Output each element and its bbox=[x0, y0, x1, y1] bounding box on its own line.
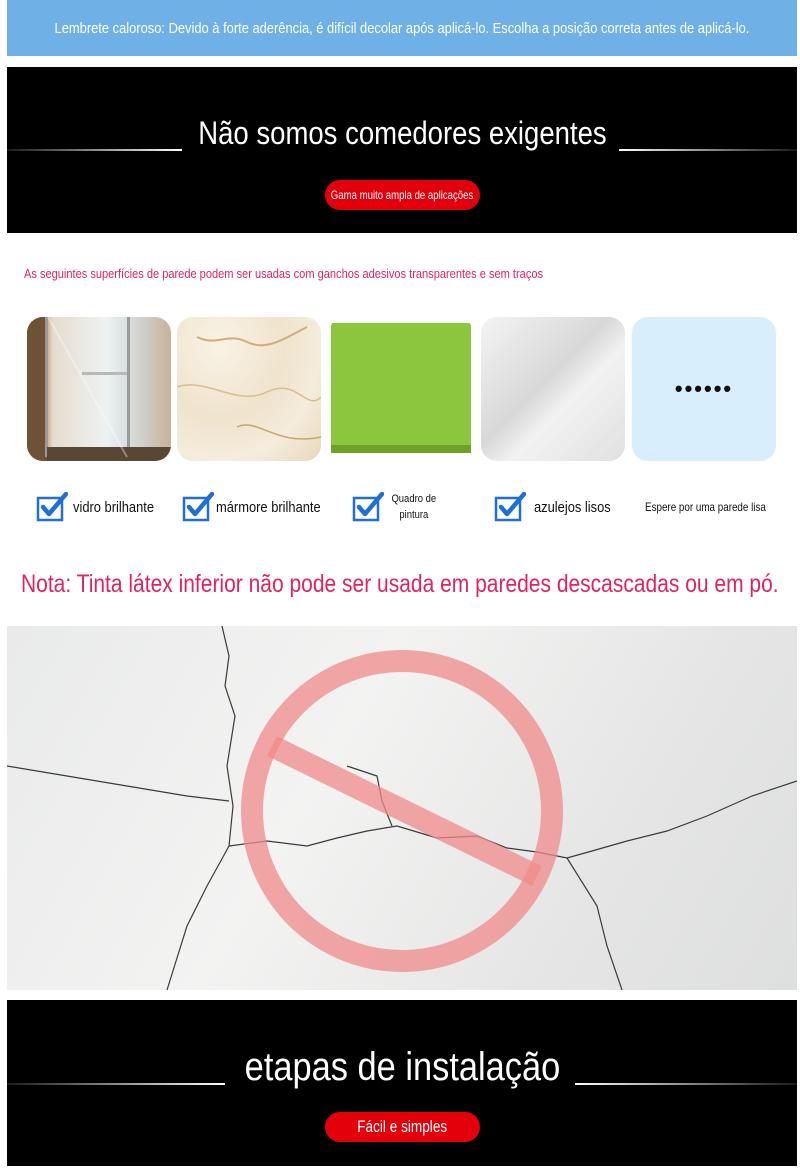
section-title: Não somos comedores exigentes bbox=[197, 115, 607, 151]
checkmark-icon bbox=[494, 492, 526, 522]
section-title: etapas de instalação bbox=[244, 1045, 560, 1089]
check-label: Espere por uma parede lisa bbox=[645, 500, 766, 514]
warning-note: Nota: Tinta látex inferior não pode ser usada em paredes descascadas ou em pó. bbox=[21, 570, 779, 598]
check-item-tiles bbox=[494, 491, 623, 523]
section-header-installation bbox=[7, 1000, 797, 1166]
section-header-applications bbox=[7, 67, 797, 233]
more-surfaces-tile: •••••• bbox=[632, 317, 776, 461]
checkmark-icon bbox=[182, 492, 214, 522]
check-label: mármore brilhante bbox=[216, 498, 321, 516]
check-item-painting-board bbox=[352, 491, 448, 523]
white-tile-image bbox=[481, 317, 625, 461]
check-item-marble bbox=[182, 491, 338, 523]
check-label: azulejos lisos bbox=[534, 498, 611, 516]
glass-shower-image bbox=[27, 317, 171, 461]
marble-image bbox=[177, 317, 321, 461]
checkmark-icon bbox=[36, 492, 68, 522]
check-label: Quadro de pintura bbox=[391, 493, 437, 521]
check-item-smooth-wall bbox=[645, 491, 792, 523]
surfaces-intro-text: As seguintes superfícies de parede podem ser usadas com ganchos adesivos transparentes e sem traços bbox=[24, 266, 544, 281]
section-subtitle-pill: Gama muito ampla de aplicações bbox=[325, 180, 480, 210]
check-item-glass bbox=[36, 491, 167, 523]
cracked-wall-image bbox=[7, 626, 797, 990]
forbidden-sign-icon bbox=[237, 646, 567, 976]
reminder-text: Lembrete caloroso: Devido à forte aderência, é difícil decolar após aplicá-lo. Escolha a posição correta antes de aplicá-lo. bbox=[54, 19, 750, 37]
checkmark-icon bbox=[352, 492, 384, 522]
green-board-image bbox=[329, 317, 473, 461]
check-label: vidro brilhante bbox=[73, 498, 155, 516]
reminder-banner bbox=[7, 0, 797, 56]
section-subtitle-pill: Fácil e simples bbox=[325, 1112, 480, 1142]
